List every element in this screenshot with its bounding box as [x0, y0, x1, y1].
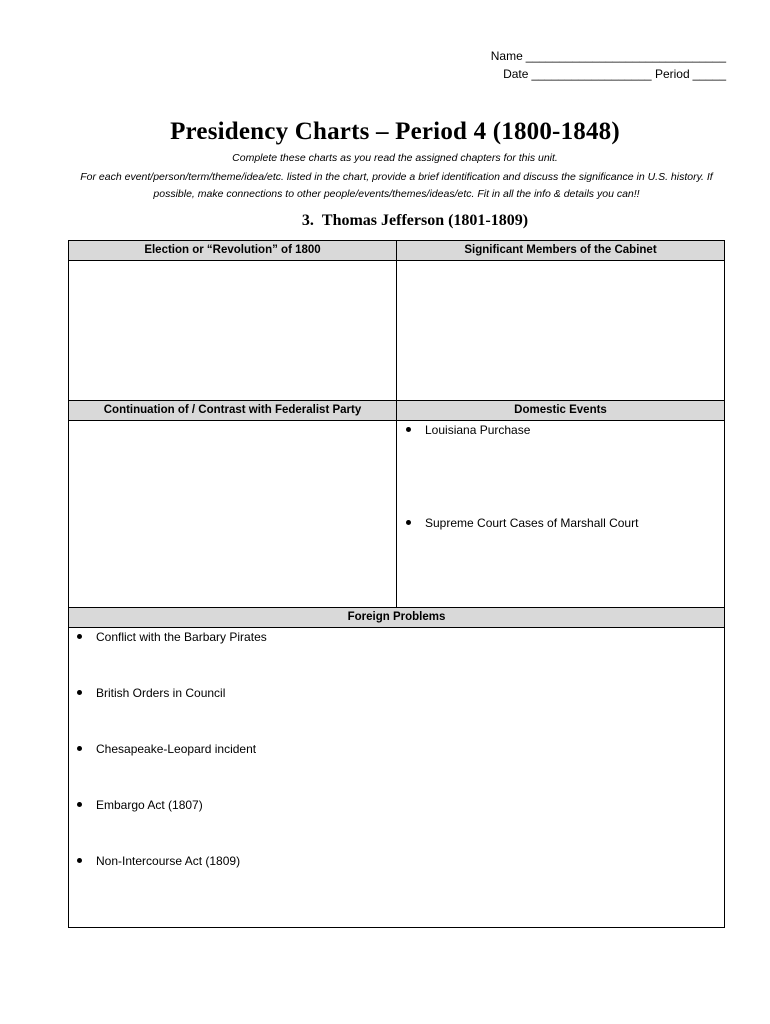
student-info-fields [491, 47, 726, 83]
list-item-label: Supreme Court Cases of Marshall Court [425, 516, 639, 530]
page-subtitle: Complete these charts as you read the assigned chapters for this unit. [232, 152, 558, 164]
cabinet-heading: Significant Members of the Cabinet [397, 241, 724, 261]
period-label: Period [654, 67, 690, 81]
list-item [77, 742, 256, 756]
list-item-label: Chesapeake-Leopard incident [96, 742, 257, 756]
bullet-icon [77, 690, 82, 695]
list-item [77, 686, 225, 700]
president-heading [0, 212, 770, 230]
presidency-chart [68, 240, 725, 928]
date-line[interactable]: __________________ [531, 67, 652, 81]
bullet-icon [77, 802, 82, 807]
list-item [77, 630, 267, 644]
election-cell[interactable] [69, 261, 396, 400]
list-item-label: British Orders in Council [96, 686, 226, 700]
president-number: 3. [301, 212, 314, 229]
bullet-icon [77, 858, 82, 863]
president-name: Thomas Jefferson (1801-1809) [321, 212, 529, 229]
federalist-cell[interactable] [69, 421, 396, 607]
column-divider [396, 241, 397, 607]
list-item-label: Louisiana Purchase [425, 423, 531, 437]
name-label: Name [490, 49, 523, 63]
name-line[interactable]: ______________________________ [525, 49, 726, 63]
list-item-label: Embargo Act (1807) [96, 798, 203, 812]
list-item [77, 798, 203, 812]
bullet-icon [406, 520, 411, 525]
list-item-label: Non-Intercourse Act (1809) [96, 854, 241, 868]
election-heading: Election or “Revolution” of 1800 [69, 241, 396, 261]
domestic-heading: Domestic Events [397, 400, 724, 421]
list-item [406, 423, 530, 437]
period-line[interactable]: _____ [692, 67, 726, 81]
instructions-text: For each event/person/term/theme/idea/etc. listed in the chart, provide a brief identification and discuss the significance in U.S. history. If possible, make connections to other people/events/themes/ideas/etc. Fit in all the info & details you can!! [80, 171, 713, 200]
date-period-field[interactable] [491, 65, 726, 83]
page-title: Presidency Charts – Period 4 (1800-1848) [170, 118, 620, 145]
cabinet-cell[interactable] [397, 261, 724, 400]
name-field[interactable] [491, 47, 726, 65]
bullet-icon [77, 634, 82, 639]
list-item [406, 516, 638, 530]
list-item [77, 854, 240, 868]
date-label: Date [503, 67, 529, 81]
bullet-icon [406, 427, 411, 432]
domestic-cell[interactable] [397, 421, 724, 607]
list-item-label: Conflict with the Barbary Pirates [96, 630, 267, 644]
federalist-heading: Continuation of / Contrast with Federalist Party [69, 400, 396, 421]
foreign-heading: Foreign Problems [69, 607, 724, 628]
foreign-cell[interactable] [69, 628, 724, 927]
bullet-icon [77, 746, 82, 751]
